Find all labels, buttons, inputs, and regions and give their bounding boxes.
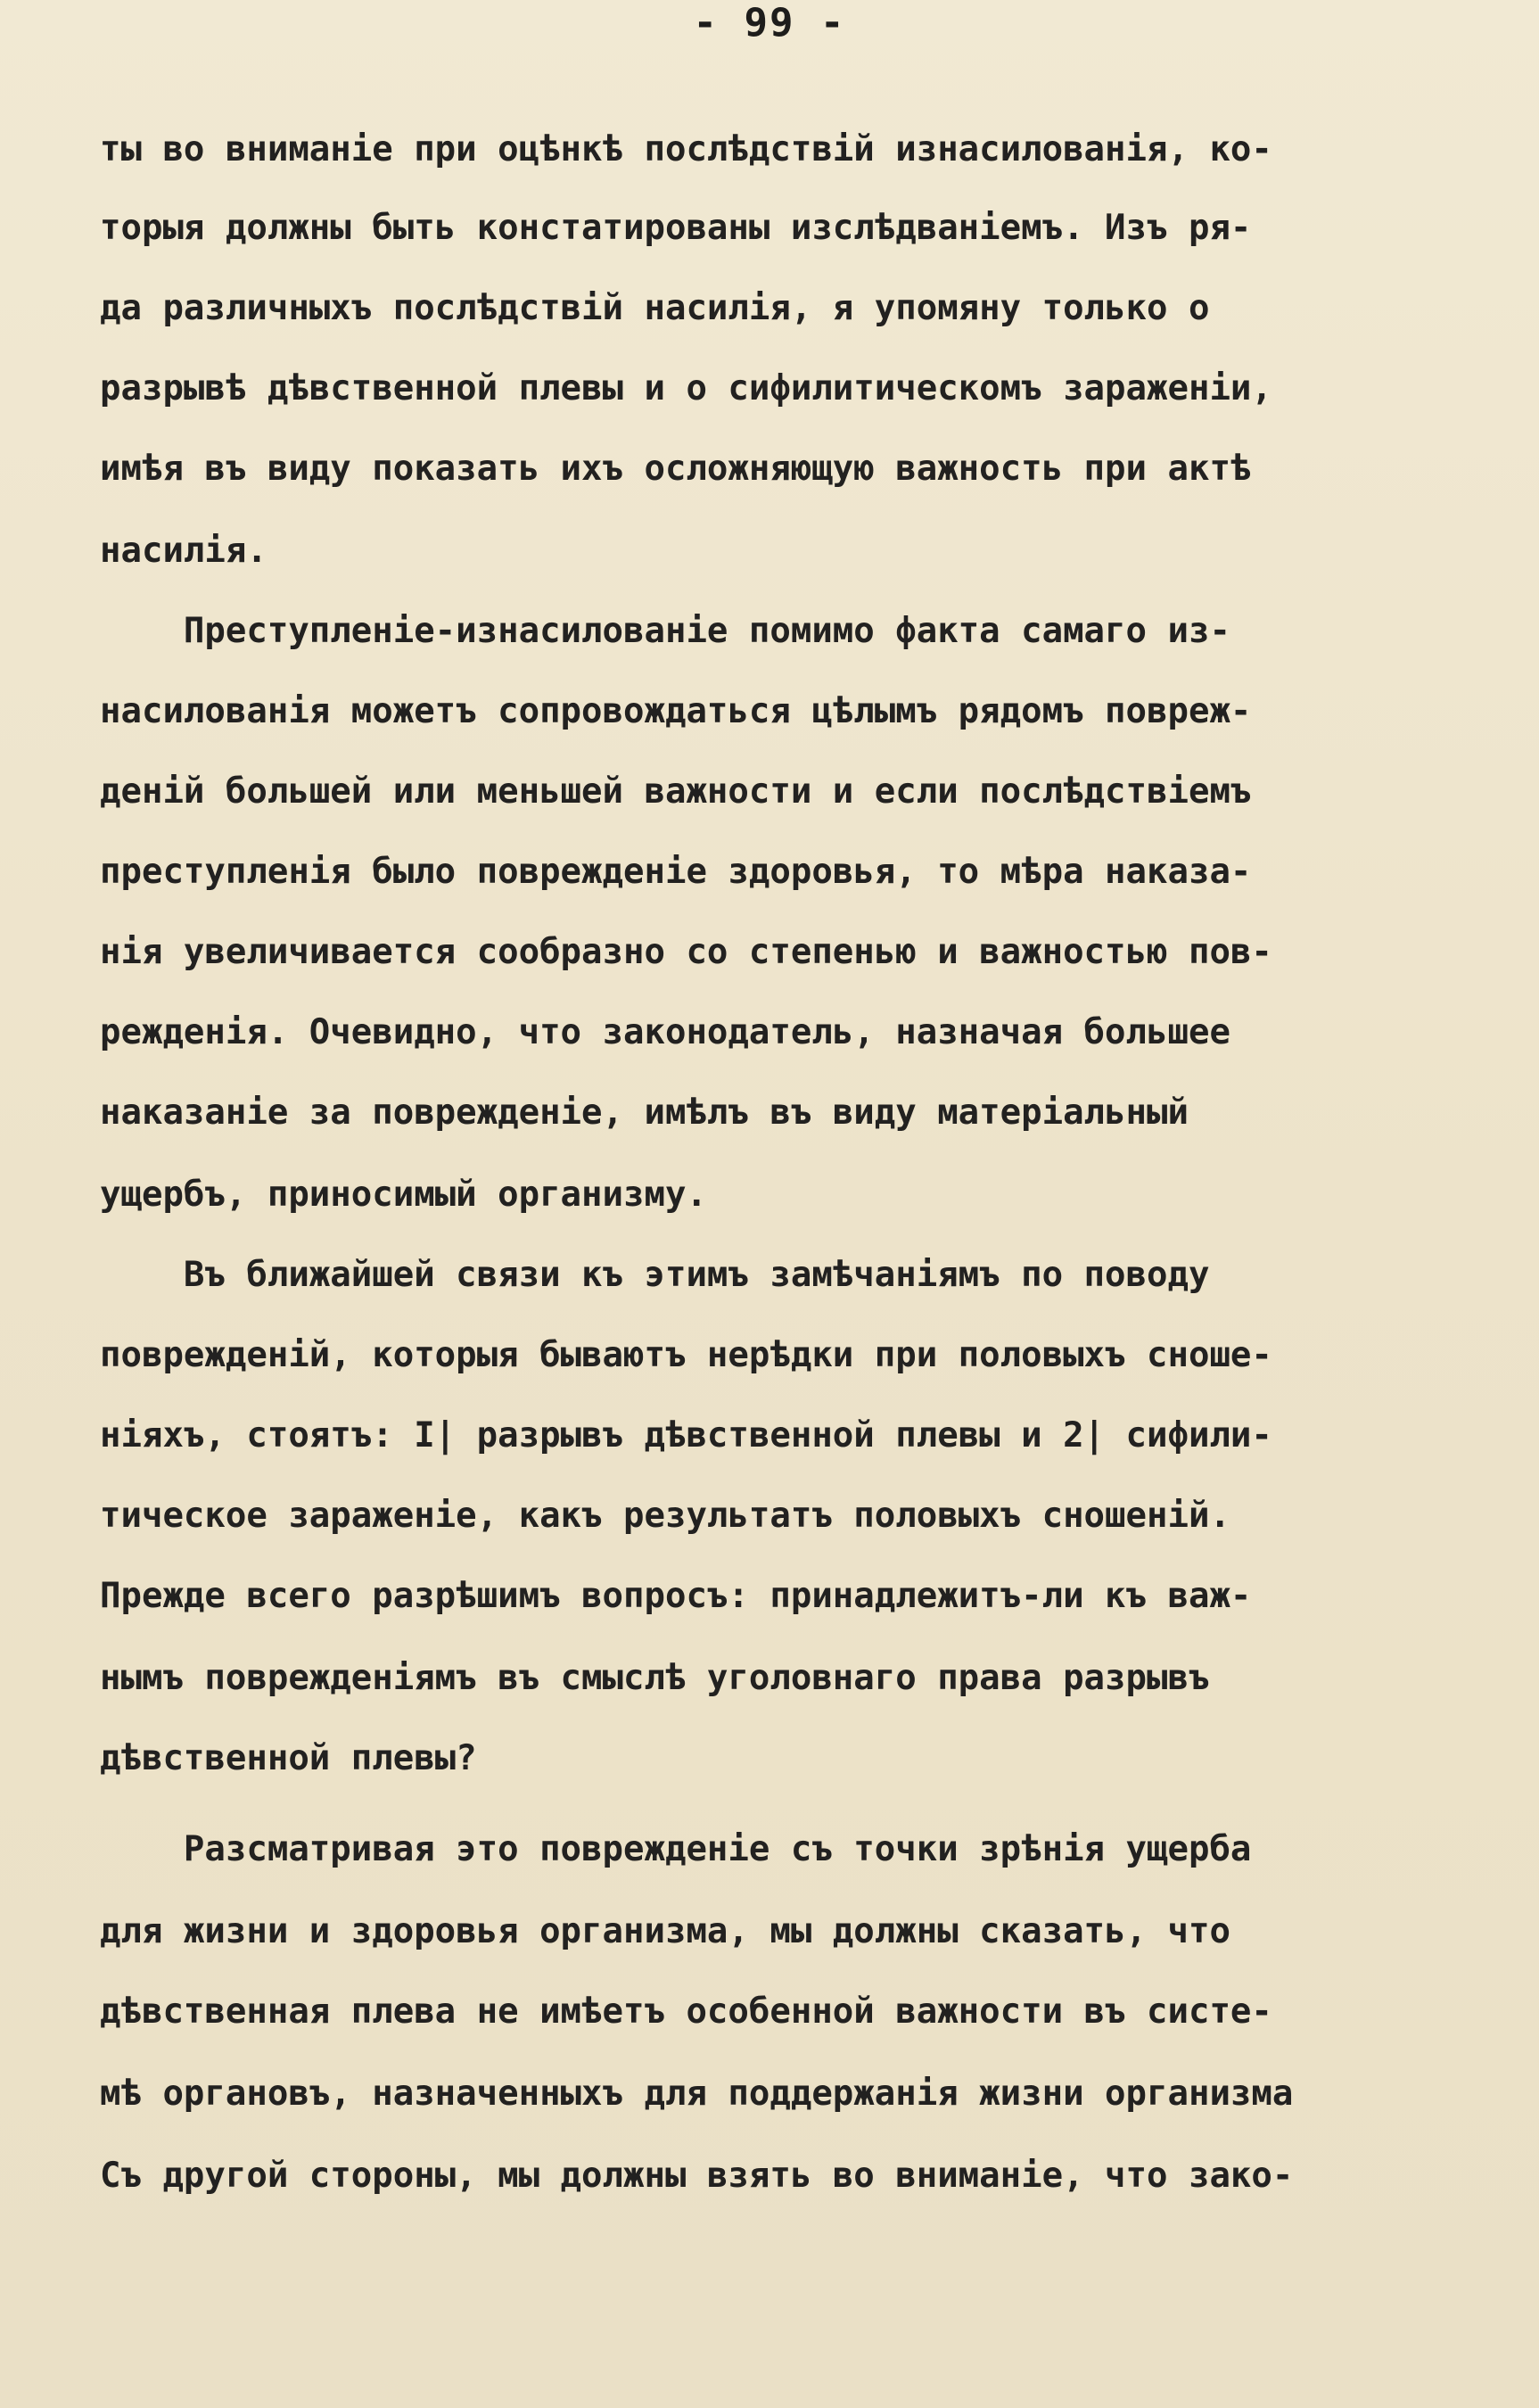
text-line: торыя должны быть констатированы изслѣдваніемъ. Изъ ря- (100, 208, 1252, 248)
text-line: Съ другой стороны, мы должны взять во вниманіе, что зако- (100, 2156, 1294, 2196)
text-line: нія увеличивается сообразно со степенью и важностью пов- (100, 932, 1272, 972)
text-line: имѣя въ виду показать ихъ осложняющую важность при актѣ (100, 449, 1252, 489)
text-line: дѣвственной плевы? (100, 1738, 477, 1778)
text-line: дѣвственная плева не имѣетъ особенной важности въ систе- (100, 1992, 1272, 2032)
text-line: Прежде всего разрѣшимъ вопросъ: принадлежитъ-ли къ важ- (100, 1576, 1252, 1616)
text-line: Преступленіе-изнасилованіе помимо факта самаго из- (100, 611, 1230, 651)
text-line: Въ ближайшей связи къ этимъ замѣчаніямъ по поводу (100, 1255, 1210, 1295)
text-line: поврежденій, которыя бываютъ нерѣдки при половыхъ сноше- (100, 1335, 1272, 1375)
text-line: насилованія можетъ сопровождаться цѣлымъ рядомъ повреж- (100, 691, 1252, 731)
text-line: наказаніе за поврежденіе, имѣлъ въ виду матеріальный (100, 1093, 1189, 1133)
text-line: да различныхъ послѣдствій насилія, я упомяну только о (100, 288, 1210, 328)
text-line: ты во вниманіе при оцѣнкѣ послѣдствій изнасилованія, ко- (100, 129, 1272, 169)
text-line: насилія. (100, 531, 267, 571)
text-line: тическое зараженіе, какъ результатъ половыхъ сношеній. (100, 1496, 1230, 1536)
text-line: преступленія было поврежденіе здоровья, то мѣра наказа- (100, 852, 1252, 892)
text-line: Разсматривая это поврежденіе съ точки зрѣнія ущерба (100, 1829, 1252, 1869)
page-number: - 99 - (693, 0, 846, 45)
text-line: ущербъ, приносимый организму. (100, 1175, 707, 1215)
text-line: ніяхъ, стоятъ: I| разрывъ дѣвственной плевы и 2| сифили- (100, 1415, 1272, 1456)
text-line: для жизни и здоровья организма, мы должны сказать, что (100, 1911, 1230, 1951)
text-line: мѣ органовъ, назначенныхъ для поддержанія жизни организма (100, 2074, 1294, 2114)
text-line: разрывѣ дѣвственной плевы и о сифилитическомъ зараженіи, (100, 368, 1272, 408)
text-line: режденія. Очевидно, что законодатель, назначая большее (100, 1012, 1230, 1052)
text-line: деній большей или меньшей важности и если послѣдствіемъ (100, 771, 1252, 812)
text-line: нымъ поврежденіямъ въ смыслѣ уголовнаго права разрывъ (100, 1658, 1210, 1698)
